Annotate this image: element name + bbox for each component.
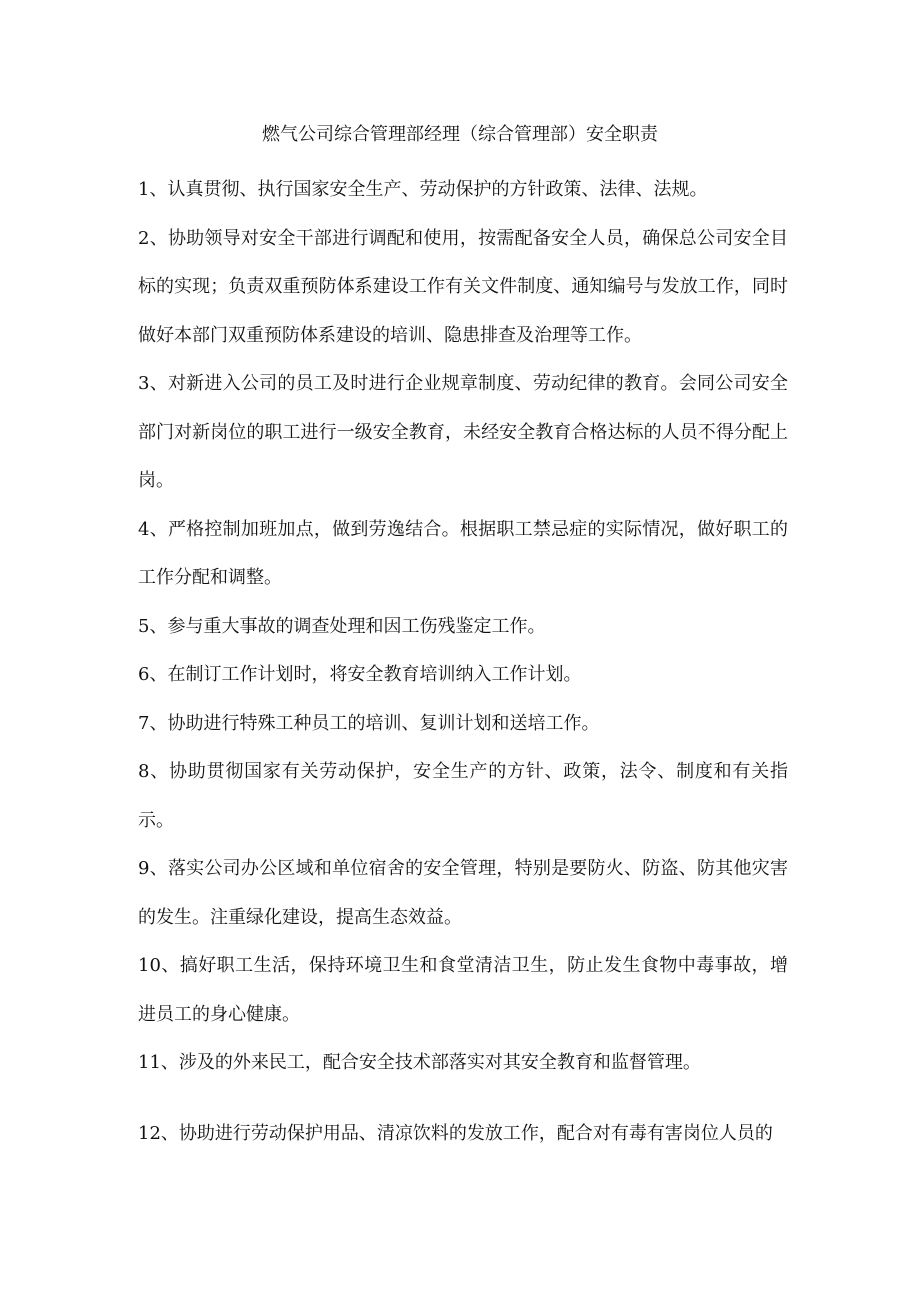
paragraph-8: 8、协助贯彻国家有关劳动保护，安全生产的方针、政策，法令、制度和有关指示。 xyxy=(138,761,788,831)
paragraph-2: 2、协助领导对安全干部进行调配和使用，按需配备安全人员，确保总公司安全目标的实现；负责双重预防体系建设工作有关文件制度、通知编号与发放工作，同时做好本部门双重预防体系建设的培训、隐患排查及治理等工作。 xyxy=(138,227,788,346)
paragraph-6: 6、在制订工作计划时，将安全教育培训纳入工作计划。 xyxy=(138,664,582,685)
document-title: 燃气公司综合管理部经理（综合管理部）安全职责 xyxy=(262,124,658,145)
paragraph-3: 3、对新进入公司的员工及时进行企业规章制度、劳动纪律的教育。会同公司安全部门对新岗位的职工进行一级安全教育，未经安全教育合格达标的人员不得分配上岗。 xyxy=(138,373,788,491)
paragraph-10: 10、搞好职工生活，保持环境卫生和食堂清洁卫生，防止发生食物中毒事故，增进员工的身心健康。 xyxy=(138,955,788,1025)
paragraph-7: 7、协助进行特殊工种员工的培训、复训计划和送培工作。 xyxy=(138,712,600,734)
paragraph-5: 5、参与重大事故的调查处理和因工伤残鉴定工作。 xyxy=(138,615,546,637)
paragraph-1: 1、认真贯彻、执行国家安全生产、劳动保护的方针政策、法律、法规。 xyxy=(138,179,708,200)
paragraph-9: 9、落实公司办公区域和单位宿舍的安全管理，特别是要防火、防盗、防其他灾害的发生。注重绿化建设，提高生态效益。 xyxy=(138,858,788,928)
paragraph-12: 12、协助进行劳动保护用品、清凉饮料的发放工作，配合对有毒有害岗位人员的 xyxy=(138,1122,773,1144)
document-body xyxy=(138,166,788,1158)
paragraph-11: 11、涉及的外来民工，配合安全技术部落实对其安全教育和监督管理。 xyxy=(138,1052,701,1073)
paragraph-4: 4、严格控制加班加点，做到劳逸结合。根据职工禁忌症的实际情况，做好职工的工作分配和调整。 xyxy=(138,518,788,588)
